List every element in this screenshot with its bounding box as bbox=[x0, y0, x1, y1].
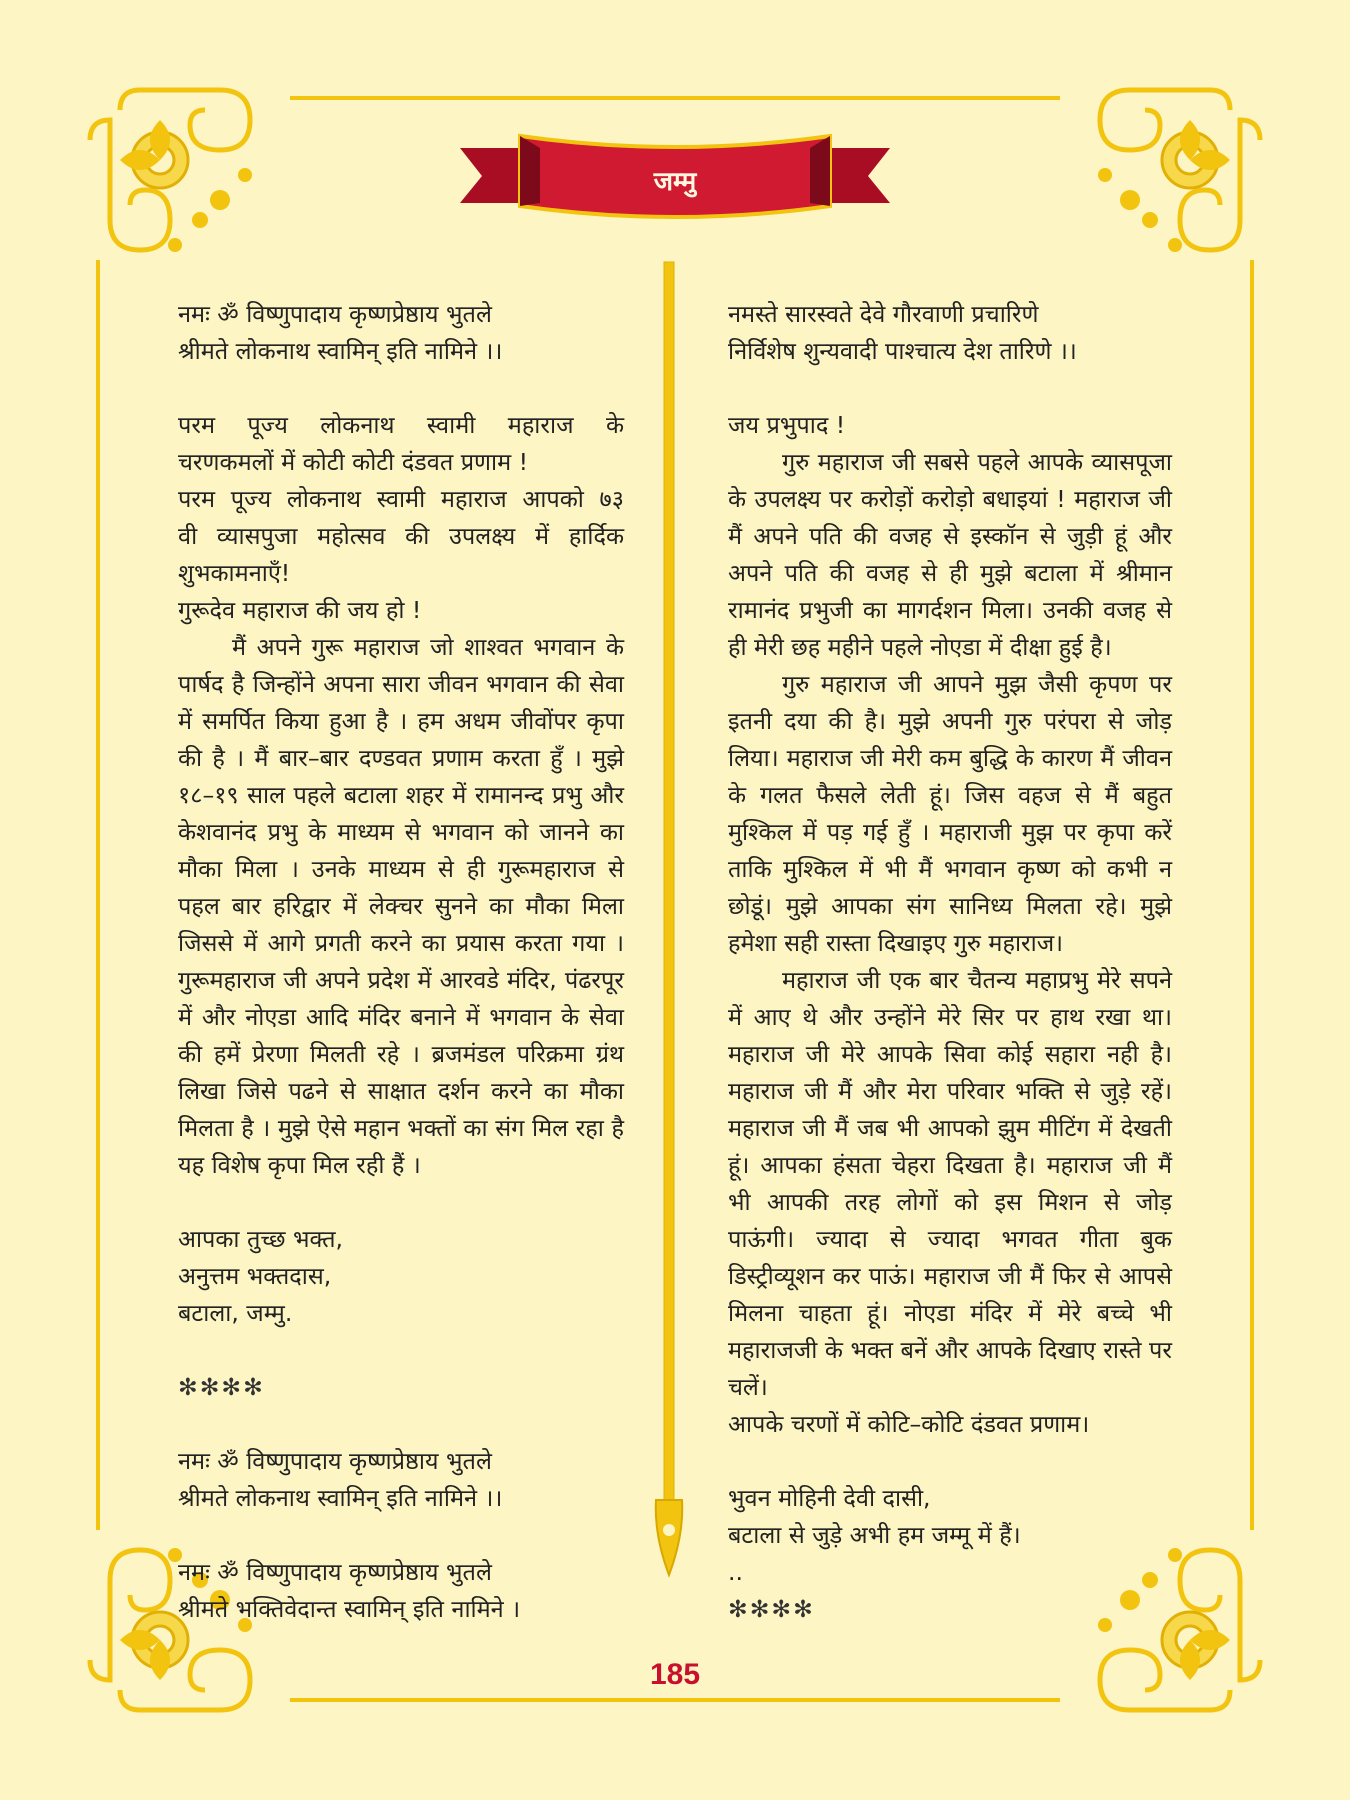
paragraph: परम पूज्य लोकनाथ स्वामी महाराज आपको ७३ bbox=[178, 485, 624, 513]
paragraph: चरणकमलों में कोटी कोटी दंडवत प्रणाम ! bbox=[178, 448, 529, 476]
paragraph: गुरूदेव महाराज की जय हो ! bbox=[178, 596, 422, 624]
paragraph: महाराज जी एक बार चैतन्य महाप्रभु मेरे सपने में आए थे और उन्होंने मेरे सिर पर हाथ रखा था। महाराज जी मेरे आपके सिवा कोई सहारा नही है। महाराज जी मैं और मेरा परिवार भक्ति से जुड़े रहें। महाराज जी मैं जब भी आपको झुम मीटिंग में देखती हूं। आपका हंसता चेहरा दिखता है। महाराज जी मैं भी आपकी तरह लोगों को इस मिशन से जोड़ पाऊंगी। ज्यादा से ज्यादा भगवत गीता बुक डिस्ट्रीव्यूशन कर पाऊं। महाराज जी मैं फिर से आपसे मिलना चाहता हूं। नोएडा मंदिर में मेरे बच्चे भी महाराजजी के भक्त बनें और आपके दिखाए रास्ते पर चलें। bbox=[728, 966, 1172, 1401]
separator-stars: ✻✻✻✻ bbox=[728, 1595, 815, 1623]
greeting: जय प्रभुपाद ! bbox=[728, 411, 846, 439]
verse-line: श्रीमते लोकनाथ स्वामिन् इति नामिने ।। bbox=[178, 337, 503, 365]
paragraph: गुरु महाराज जी सबसे पहले आपके व्यासपूजा के उपलक्ष्य पर करोड़ों करोड़ो बधाइयां ! महाराज जी मैं अपने पति की वजह से इस्कॉन से जुड़ी हूं और अपने पति की वजह से ही मुझे बटाला में श्रीमान रामानंद प्रभुजी का मागर्दशन मिला। उनकी वजह से ही मेरी छह महीने पहले नोएडा में दीक्षा हुई है। bbox=[728, 448, 1172, 661]
verse-line: श्रीमते लोकनाथ स्वामिन् इति नामिने ।। bbox=[178, 1484, 503, 1512]
verse-line: नमस्ते सारस्वते देवे गौरवाणी प्रचारिणे bbox=[728, 300, 1039, 328]
right-column bbox=[728, 296, 1172, 1628]
verse-line: नमः ॐ विष्णुपादाय कृष्णप्रेष्ठाय भुतले bbox=[178, 1558, 492, 1586]
signature-line: बटाला से जुड़े अभी हम जम्मू में हैं। bbox=[728, 1521, 1021, 1549]
paragraph: मैं अपने गुरू महाराज जो शाश्वत भगवान के पार्षद है जिन्होंने अपना सारा जीवन भगवान की सेवा में समर्पित किया हुआ है । हम अधम जीवोंपर कृपा की है । मैं बार–बार दण्डवत प्रणाम करता हुँ । मुझे १८–१९ साल पहले बटाला शहर में रामानन्द प्रभु और केशवानंद प्रभु के माध्यम से भगवान को जानने का मौका मिला । उनके माध्यम से ही गुरूमहाराज से पहल बार हरिद्वार में लेक्चर सुनने का मौका मिला जिससे में आगे प्रगती करने का प्रयास करता गया । गुरूमहाराज जी अपने प्रदेश में आरवडे मंदिर, पंढरपूर में और नोएडा आदि मंदिर बनाने में भगवान के सेवा की हमें प्रेरणा मिलती रहे । ब्रजमंडल परिक्रमा ग्रंथ लिखा जिसे पढने से साक्षात दर्शन करने का मौका मिलता है । मुझे ऐसे महान भक्तों का संग मिल रहा है यह विशेष कृपा मिल रही हैं । bbox=[178, 633, 624, 1179]
verse-line: नमः ॐ विष्णुपादाय कृष्णप्रेष्ठाय भुतले bbox=[178, 300, 492, 328]
verse-line: श्रीमते भक्तिवेदान्त स्वामिन् इति नामिने । bbox=[178, 1595, 521, 1623]
page-title: जम्मु bbox=[653, 167, 697, 197]
paragraph: आपके चरणों में कोटि–कोटि दंडवत प्रणाम। bbox=[728, 1410, 1090, 1438]
signature-line: भुवन मोहिनी देवी दासी, bbox=[728, 1484, 931, 1512]
signature-line: अनुत्तम भक्तदास, bbox=[178, 1262, 332, 1290]
signature-line: बटाला, जम्मु. bbox=[178, 1299, 293, 1327]
verse-line: नमः ॐ विष्णुपादाय कृष्णप्रेष्ठाय भुतले bbox=[178, 1447, 492, 1475]
paragraph: परम पूज्य लोकनाथ स्वामी महाराज के bbox=[178, 411, 624, 439]
paragraph: शुभकामनाएँ! bbox=[178, 559, 291, 587]
paragraph: वी व्यासपुजा महोत्सव की उपलक्ष्य में हार्दिक bbox=[178, 522, 624, 550]
page-number: 185 bbox=[649, 1658, 701, 1691]
verse-line: निर्विशेष शुन्यवादी पाश्चात्य देश तारिणे ।। bbox=[728, 337, 1077, 365]
separator-stars: ✻✻✻✻ bbox=[178, 1373, 265, 1401]
paragraph: गुरु महाराज जी आपने मुझ जैसी कृपण पर इतनी दया की है। मुझे अपनी गुरु परंपरा से जोड़ लिया। महाराज जी मेरी कम बुद्धि के कारण मैं जीवन के गलत फैसले लेती हूं। जिस वहज से मैं बहुत मुश्किल में पड़ गई हुँ । महाराजी मुझ पर कृपा करें ताकि मुश्किल में भी मैं भगवान कृष्ण को कभी न छोडूं। मुझे आपका संग सानिध्य मिलता रहे। मुझे हमेशा सही रास्ता दिखाइए गुरु महाराज। bbox=[728, 670, 1172, 957]
signature-line: आपका तुच्छ भक्त, bbox=[178, 1225, 343, 1253]
dots: .. bbox=[728, 1558, 743, 1586]
left-column bbox=[178, 296, 624, 1628]
